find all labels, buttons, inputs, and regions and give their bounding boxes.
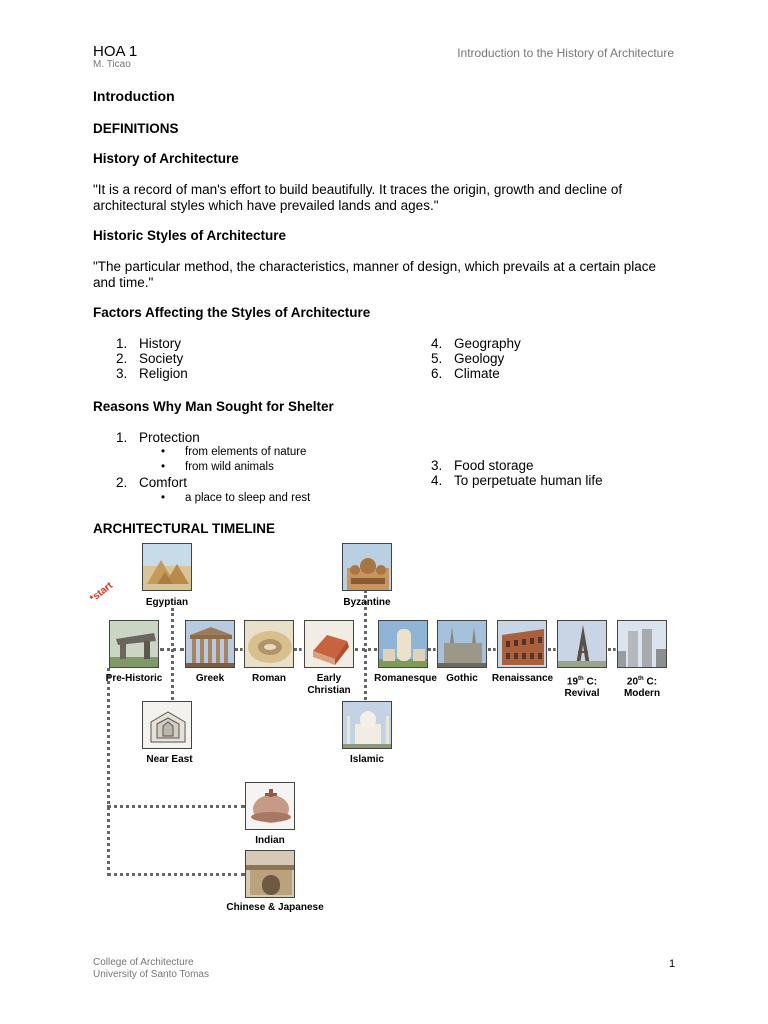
hsa-definition: "The particular method, the characteristics, manner of design, which prevails at a certain place and time." <box>93 259 657 290</box>
romanesque-image <box>378 620 428 668</box>
timeline-label-near-east: Near East <box>146 754 193 765</box>
timeline-label-19th-century: 19th C: Revival <box>564 676 600 700</box>
timeline-connector <box>107 805 245 808</box>
timeline-label-chinese-japanese: Chinese & Japanese <box>226 902 324 913</box>
timeline-label-renaissance: Renaissance <box>491 673 554 684</box>
roman-image <box>244 620 294 668</box>
greek-image <box>185 620 235 668</box>
islamic-image <box>342 701 392 749</box>
19th-century-image <box>557 620 607 668</box>
timeline-connector <box>488 648 496 651</box>
sub-list-item: • a place to sleep and rest <box>161 492 311 504</box>
timeline-label-byzantine: Byzantine <box>343 597 391 608</box>
footer-university: University of Santo Tomas <box>93 969 209 980</box>
hsa-heading: Historic Styles of Architecture <box>93 228 287 243</box>
prehistoric-image <box>109 620 159 668</box>
timeline-connector <box>294 648 302 651</box>
timeline-connector <box>107 668 110 876</box>
list-item: 2. Comfort <box>116 475 188 490</box>
hoa-definition: "It is a record of man's effort to build beautifully. It traces the origin, growth and decline of architectural styles which have prevailed lands and ages." <box>93 182 623 213</box>
list-item: 2. Society <box>116 351 184 366</box>
timeline-label-egyptian: Egyptian <box>145 597 189 608</box>
list-item: 4. Geography <box>431 336 521 351</box>
hoa-heading: History of Architecture <box>93 151 239 166</box>
course-code: HOA 1 <box>93 43 138 60</box>
list-item: 3. Religion <box>116 366 188 381</box>
subject-title: Introduction to the History of Architecture <box>457 46 674 60</box>
timeline-connector <box>428 648 436 651</box>
20th-century-image <box>617 620 667 668</box>
timeline-connector <box>548 648 556 651</box>
gothic-image <box>437 620 487 668</box>
timeline-label-early-christian: Early Christian <box>307 673 351 696</box>
timeline-connector <box>235 648 243 651</box>
timeline-label-islamic: Islamic <box>350 754 384 765</box>
early-christian-image <box>304 620 354 668</box>
list-item: 5. Geology <box>431 351 505 366</box>
timeline-label-greek: Greek <box>195 673 225 684</box>
sub-list-item: • from wild animals <box>161 461 274 473</box>
egyptian-image <box>142 543 192 591</box>
timeline-label-indian: Indian <box>255 835 285 846</box>
sub-list-item: • from elements of nature <box>161 446 307 458</box>
timeline-label-roman: Roman <box>252 673 286 684</box>
timeline-connector <box>608 648 616 651</box>
timeline-heading: ARCHITECTURAL TIMELINE <box>93 521 275 536</box>
timeline-label-romanesque: Romanesque <box>374 673 437 684</box>
byzantine-image <box>342 543 392 591</box>
indian-image <box>245 782 295 830</box>
author-name: M. Ticao <box>93 59 131 70</box>
list-item: 3. Food storage <box>431 458 534 473</box>
timeline-connector <box>107 873 245 876</box>
list-item: 4. To perpetuate human life <box>431 473 603 488</box>
factors-heading: Factors Affecting the Styles of Architecture <box>93 305 371 320</box>
timeline-connector <box>171 608 174 700</box>
page-number: 1 <box>669 958 676 970</box>
footer-college: College of Architecture <box>93 957 194 968</box>
start-marker: *start <box>88 580 115 605</box>
timeline-label-20th-century: 20th C: Modern <box>623 676 661 700</box>
timeline-label-prehistoric: Pre-Historic <box>105 673 163 684</box>
reasons-heading: Reasons Why Man Sought for Shelter <box>93 399 334 414</box>
near-east-image <box>142 701 192 749</box>
definitions-heading: DEFINITIONS <box>93 121 179 136</box>
list-item: 1. History <box>116 336 182 351</box>
chinese-japanese-image <box>245 850 295 898</box>
timeline-label-gothic: Gothic <box>446 673 478 684</box>
intro-heading: Introduction <box>93 88 175 104</box>
list-item: 6. Climate <box>431 366 500 381</box>
renaissance-image <box>497 620 547 668</box>
list-item: 1. Protection <box>116 430 200 445</box>
